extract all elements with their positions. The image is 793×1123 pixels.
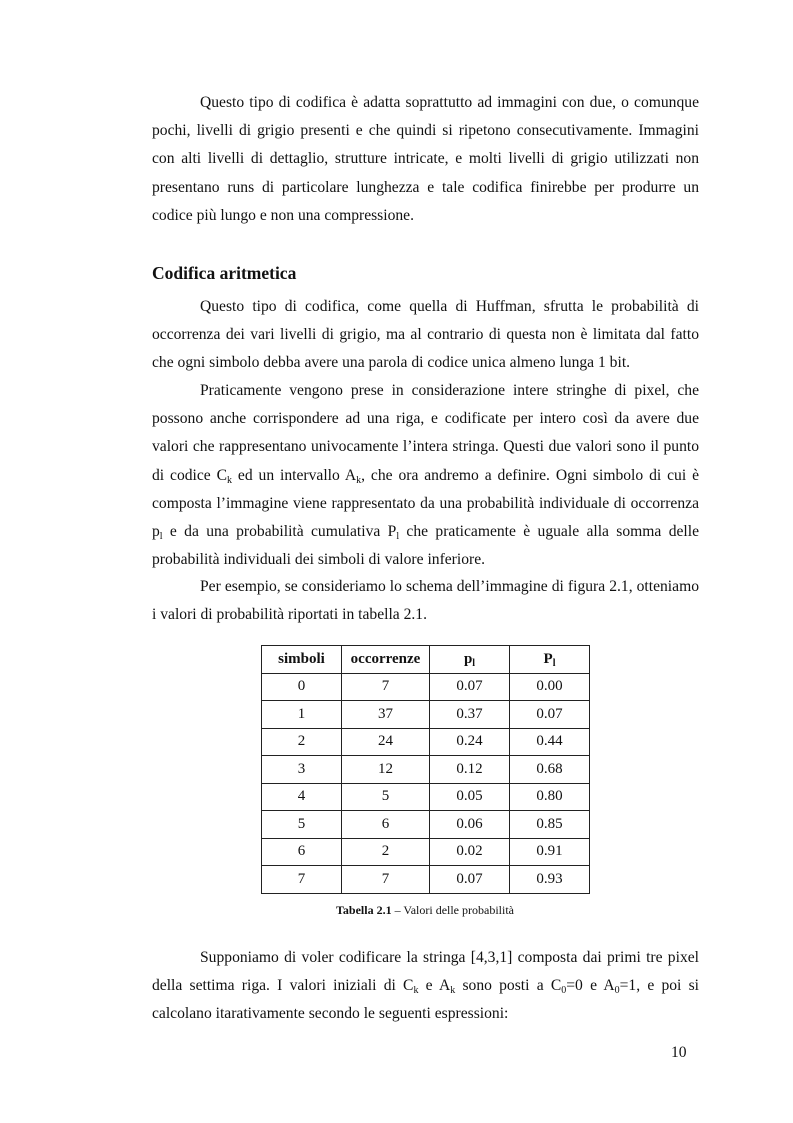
section-heading: Codifica aritmetica [152, 263, 297, 283]
cell-p-individual: 0.12 [430, 756, 510, 784]
cell-p-cumulative: 0.68 [510, 756, 590, 784]
table-row [262, 728, 590, 756]
header-simboli: simboli [262, 646, 342, 674]
cell-occorrenze: 24 [342, 728, 430, 756]
cell-p-cumulative: 0.91 [510, 838, 590, 866]
table-row [262, 811, 590, 839]
cell-simbolo: 4 [262, 783, 342, 811]
cell-p-individual: 0.07 [430, 866, 510, 894]
table-row [262, 756, 590, 784]
paragraph-arithmetic-definition: Praticamente vengono prese in considerazione intere stringhe di pixel, che possono anche corrispondere ad una riga, e codificate per intero così da avere due valori che rappresentano univocamente l’intera stringa. Questi due valori sono il punto di codice $C_k$ ed un intervallo $A_k$, che ora andremo a definire. Ogni simbolo di cui è composta l’immagine viene rappresentato da una probabilità individuale di occorrenza $p_l$ e da una probabilità cumulativa $P_l$ che praticamente è uguale alla somma delle probabilità individuali dei simboli di valore inferiore. [152, 382, 699, 569]
cell-p-individual: 0.02 [430, 838, 510, 866]
table-row [262, 783, 590, 811]
cell-occorrenze: 12 [342, 756, 430, 784]
table-row [262, 866, 590, 894]
cell-p-cumulative: 0.85 [510, 811, 590, 839]
paragraph-arithmetic-intro: Questo tipo di codifica, come quella di Huffman, sfrutta le probabilità di occorrenza dei vari livelli di grigio, ma al contrario di questa non è limitata dal fatto che ogni simbolo debba avere una parola di codice unica almeno lunga 1 bit. [152, 298, 699, 372]
cell-simbolo: 1 [262, 701, 342, 729]
cell-p-cumulative: 0.80 [510, 783, 590, 811]
table-body [262, 673, 590, 893]
header-p-individual: $p_l$ [430, 646, 510, 674]
table-row [262, 673, 590, 701]
cell-simbolo: 6 [262, 838, 342, 866]
header-p-cumulative: $P_l$ [510, 646, 590, 674]
cell-occorrenze: 5 [342, 783, 430, 811]
cell-occorrenze: 7 [342, 866, 430, 894]
cell-simbolo: 5 [262, 811, 342, 839]
probability-table [261, 645, 590, 894]
cell-p-individual: 0.06 [430, 811, 510, 839]
page-number: 10 [671, 1044, 687, 1061]
paragraph-encoding-procedure: Supponiamo di voler codificare la stringa [4,3,1] composta dai primi tre pixel della settima riga. I valori iniziali di $C_k$ e $A_k$ sono posti a $C_0=0$ e $A_0=1$, e poi si calcolano itarativamente secondo le seguenti espressioni: [152, 949, 700, 1023]
paragraph-example: Per esempio, se consideriamo lo schema dell’immagine di figura 2.1, otteniamo i valori di probabilità riportati in tabella 2.1. [152, 578, 699, 624]
cell-p-cumulative: 0.00 [510, 673, 590, 701]
cell-p-cumulative: 0.07 [510, 701, 590, 729]
cell-p-individual: 0.24 [430, 728, 510, 756]
cell-p-cumulative: 0.93 [510, 866, 590, 894]
table-row [262, 701, 590, 729]
cell-occorrenze: 7 [342, 673, 430, 701]
cell-occorrenze: 37 [342, 701, 430, 729]
cell-p-individual: 0.37 [430, 701, 510, 729]
cell-occorrenze: 6 [342, 811, 430, 839]
cell-simbolo: 7 [262, 866, 342, 894]
header-occorrenze: occorrenze [342, 646, 430, 674]
table-header-row [262, 646, 590, 674]
cell-simbolo: 3 [262, 756, 342, 784]
cell-simbolo: 0 [262, 673, 342, 701]
table-caption: Tabella 2.1 – Valori delle probabilità [336, 903, 514, 917]
cell-p-individual: 0.05 [430, 783, 510, 811]
cell-occorrenze: 2 [342, 838, 430, 866]
table-row [262, 838, 590, 866]
cell-p-individual: 0.07 [430, 673, 510, 701]
paragraph-run-length-conclusion: Questo tipo di codifica è adatta soprattutto ad immagini con due, o comunque pochi, livelli di grigio presenti e che quindi si ripetono consecutivamente. Immagini con alti livelli di dettaglio, strutture intricate, e molti livelli di grigio utilizzati non presentano runs di particolare lunghezza e tale codifica finirebbe per produrre un codice più lungo e non una compressione. [152, 94, 699, 224]
cell-p-cumulative: 0.44 [510, 728, 590, 756]
cell-simbolo: 2 [262, 728, 342, 756]
